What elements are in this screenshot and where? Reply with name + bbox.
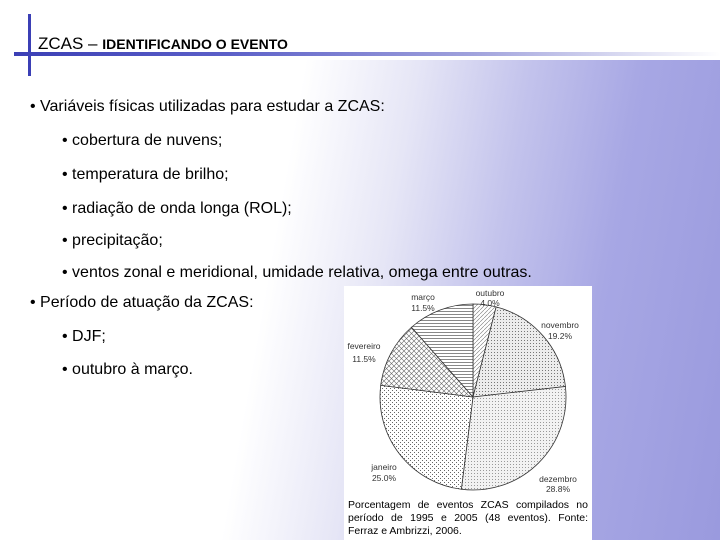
pie-chart [344,286,592,496]
pie-slice-label: novembro [541,320,579,330]
bullet-variable-item: • precipitação; [62,232,163,249]
bullet-variable-item: • ventos zonal e meridional, umidade relativa, omega entre outras. [62,264,532,281]
slide-title-main: ZCAS – [38,34,103,53]
pie-slice-value-label: 19.2% [547,331,573,341]
pie-slice-label: fevereiro [347,341,381,351]
slide-title [38,34,288,54]
pie-slice-label: janeiro [371,462,397,472]
bullet-period-item: • DJF; [62,328,106,345]
pie-slice-value-label: 25.0% [371,473,397,483]
title-accent-vertical-bar [28,14,31,76]
pie-slice-value-label: 11.5% [411,303,435,313]
bullet-variable-item: • radiação de onda longa (ROL); [62,200,292,217]
bullet-variable-item: • temperatura de brilho; [62,166,229,183]
pie-slice-label: março [411,292,435,302]
pie-chart-figure [344,286,592,540]
slide-title-subtitle: IDENTIFICANDO O EVENTO [102,36,288,52]
bullet-period-heading: • Período de atuação da ZCAS: [30,294,254,311]
chart-caption: Porcentagem de eventos ZCAS compilados no período de 1995 e 2005 (48 eventos). Fonte: Ferraz e Ambrizzi, 2006. [348,499,588,537]
pie-slice-value-label: 28.8% [545,484,571,494]
bullet-period-item: • outubro à março. [62,361,193,378]
pie-slice-label: outubro [475,288,505,298]
bullet-variables-heading: • Variáveis físicas utilizadas para estudar a ZCAS: [30,98,385,115]
pie-slice-value-label: 4.0% [480,298,500,308]
pie-slice-value-label: 11.5% [352,354,376,364]
bullet-variable-item: • cobertura de nuvens; [62,132,223,149]
pie-slice-label: dezembro [539,474,577,484]
pie-slices [380,304,566,490]
